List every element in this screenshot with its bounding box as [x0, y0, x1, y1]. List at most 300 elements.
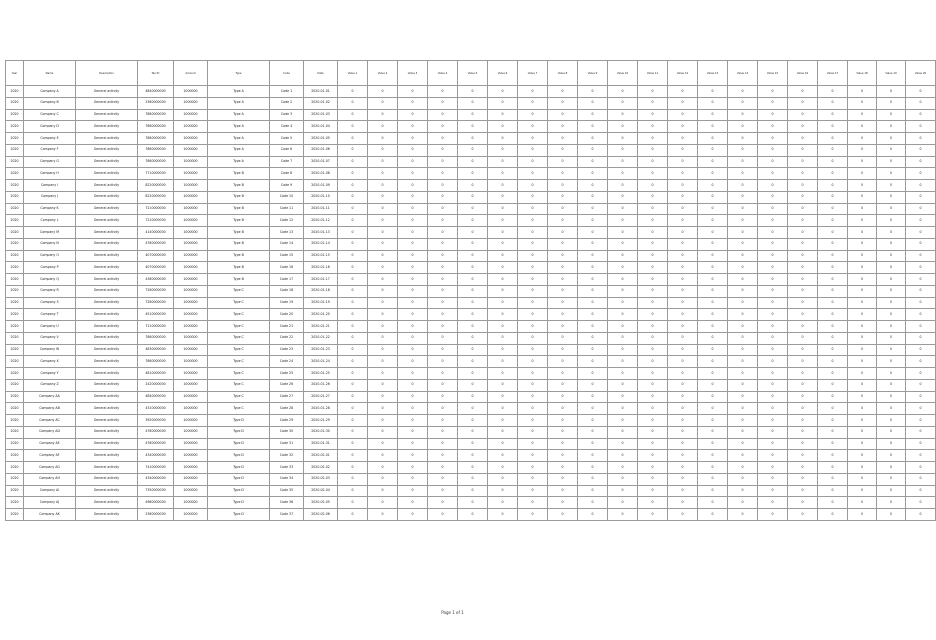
- table-cell: General activity: [76, 191, 138, 203]
- column-header: Tax ID: [138, 61, 174, 86]
- table-cell: 0: [518, 438, 548, 450]
- table-cell: 0: [698, 379, 728, 391]
- table-cell: 0: [668, 509, 698, 521]
- table-cell: 0: [488, 203, 518, 215]
- table-cell: 0: [458, 215, 488, 227]
- table-cell: 0: [638, 332, 668, 344]
- table-cell: Company AI: [24, 485, 76, 497]
- table-cell: 0: [668, 415, 698, 427]
- table-cell: 0: [788, 356, 818, 368]
- table-cell: 0: [578, 180, 608, 192]
- table-cell: 0: [398, 356, 428, 368]
- table-cell: 2020: [6, 450, 24, 462]
- table-cell: General activity: [76, 285, 138, 297]
- table-body: [6, 86, 936, 521]
- table-cell: 0: [698, 97, 728, 109]
- table-cell: Type D: [208, 462, 270, 474]
- table-cell: 0: [758, 344, 788, 356]
- table-cell: 0: [728, 356, 758, 368]
- table-cell: Code 28: [270, 403, 304, 415]
- table-cell: 0: [608, 133, 638, 145]
- table-cell: 0: [877, 344, 906, 356]
- table-cell: 0: [518, 356, 548, 368]
- table-cell: 0: [578, 450, 608, 462]
- table-cell: Company S: [24, 297, 76, 309]
- table-cell: 0: [877, 133, 906, 145]
- table-cell: 0: [728, 285, 758, 297]
- table-cell: 0: [608, 262, 638, 274]
- table-cell: 0: [398, 250, 428, 262]
- table-cell: 0: [548, 391, 578, 403]
- table-row: [6, 403, 936, 415]
- table-cell: 0: [728, 168, 758, 180]
- table-cell: 0: [698, 227, 728, 239]
- table-cell: 0: [758, 332, 788, 344]
- table-cell: General activity: [76, 86, 138, 98]
- table-cell: Type C: [208, 309, 270, 321]
- table-cell: 0: [638, 262, 668, 274]
- table-cell: 0: [906, 180, 936, 192]
- table-cell: 0: [848, 144, 877, 156]
- table-cell: 0: [368, 133, 398, 145]
- table-cell: 0: [338, 368, 368, 380]
- table-cell: 0: [906, 121, 936, 133]
- table-cell: 0: [818, 144, 848, 156]
- table-row: [6, 426, 936, 438]
- table-cell: 0: [518, 344, 548, 356]
- table-cell: 0: [848, 379, 877, 391]
- table-cell: 0: [698, 403, 728, 415]
- table-cell: 0: [518, 215, 548, 227]
- table-cell: 0: [668, 121, 698, 133]
- table-cell: 0: [338, 438, 368, 450]
- table-cell: 1000000: [174, 450, 208, 462]
- table-cell: 2020-01-24: [304, 356, 338, 368]
- table-cell: 0: [638, 438, 668, 450]
- table-cell: 0: [608, 180, 638, 192]
- table-cell: 0: [638, 168, 668, 180]
- table-cell: 0: [368, 379, 398, 391]
- table-cell: 0: [398, 180, 428, 192]
- table-cell: 0: [848, 215, 877, 227]
- table-row: [6, 191, 936, 203]
- table-cell: 1000000: [174, 309, 208, 321]
- table-cell: Company T: [24, 309, 76, 321]
- table-cell: 0: [368, 191, 398, 203]
- table-cell: 0: [458, 274, 488, 286]
- table-cell: 0: [518, 332, 548, 344]
- table-cell: Type B: [208, 168, 270, 180]
- table-cell: 0: [906, 297, 936, 309]
- table-cell: 0: [668, 450, 698, 462]
- table-cell: 0: [608, 203, 638, 215]
- table-cell: 4980000000: [138, 497, 174, 509]
- column-header: Value 14: [728, 61, 758, 86]
- table-cell: 0: [578, 285, 608, 297]
- table-cell: 0: [428, 332, 458, 344]
- table-cell: 0: [906, 497, 936, 509]
- table-cell: 0: [788, 309, 818, 321]
- table-cell: General activity: [76, 497, 138, 509]
- table-cell: General activity: [76, 368, 138, 380]
- table-cell: 0: [638, 297, 668, 309]
- table-cell: 0: [368, 180, 398, 192]
- table-cell: 0: [548, 297, 578, 309]
- table-cell: 0: [578, 462, 608, 474]
- table-cell: Type B: [208, 238, 270, 250]
- table-cell: 0: [877, 438, 906, 450]
- table-cell: 2020-01-19: [304, 297, 338, 309]
- table-cell: 4070000000: [138, 250, 174, 262]
- table-cell: Company AK: [24, 509, 76, 521]
- table-cell: 0: [668, 97, 698, 109]
- table-cell: 0: [518, 450, 548, 462]
- table-cell: 0: [877, 473, 906, 485]
- table-cell: 0: [548, 86, 578, 98]
- table-cell: 0: [368, 438, 398, 450]
- table-cell: 0: [488, 391, 518, 403]
- table-cell: 0: [458, 285, 488, 297]
- table-cell: 0: [518, 203, 548, 215]
- table-cell: 0: [458, 133, 488, 145]
- table-cell: 0: [638, 97, 668, 109]
- table-cell: Type C: [208, 356, 270, 368]
- table-cell: 0: [668, 250, 698, 262]
- table-cell: 0: [758, 121, 788, 133]
- table-cell: 0: [758, 403, 788, 415]
- table-cell: 0: [758, 144, 788, 156]
- table-row: [6, 332, 936, 344]
- table-cell: 0: [758, 485, 788, 497]
- table-cell: 0: [398, 379, 428, 391]
- table-cell: 0: [488, 274, 518, 286]
- table-cell: 0: [698, 356, 728, 368]
- table-row: [6, 368, 936, 380]
- table-cell: 0: [638, 227, 668, 239]
- table-cell: 0: [848, 285, 877, 297]
- table-cell: 0: [848, 109, 877, 121]
- table-cell: Company Q: [24, 274, 76, 286]
- table-cell: 2020: [6, 168, 24, 180]
- table-cell: 0: [548, 379, 578, 391]
- table-cell: 0: [338, 133, 368, 145]
- table-cell: 0: [548, 97, 578, 109]
- table-cell: 0: [398, 462, 428, 474]
- table-cell: 0: [518, 168, 548, 180]
- table-cell: Company AG: [24, 462, 76, 474]
- table-cell: 0: [906, 309, 936, 321]
- table-cell: 1000000: [174, 379, 208, 391]
- table-cell: 0: [608, 438, 638, 450]
- table-cell: 2020: [6, 86, 24, 98]
- table-cell: 2020-01-22: [304, 332, 338, 344]
- column-header: Value 18: [848, 61, 877, 86]
- table-cell: Type B: [208, 274, 270, 286]
- table-cell: 0: [398, 144, 428, 156]
- table-cell: General activity: [76, 321, 138, 333]
- table-cell: 0: [818, 121, 848, 133]
- table-cell: 0: [428, 426, 458, 438]
- table-cell: 0: [548, 144, 578, 156]
- table-cell: 0: [578, 368, 608, 380]
- table-cell: 0: [877, 227, 906, 239]
- table-cell: 0: [368, 215, 398, 227]
- table-cell: 0: [518, 262, 548, 274]
- table-cell: 7260000000: [138, 285, 174, 297]
- table-cell: 8220000000: [138, 180, 174, 192]
- table-cell: 7860000000: [138, 133, 174, 145]
- table-cell: 0: [578, 332, 608, 344]
- table-cell: 0: [368, 356, 398, 368]
- table-cell: 0: [848, 274, 877, 286]
- table-cell: 0: [338, 309, 368, 321]
- table-cell: 0: [548, 450, 578, 462]
- table-cell: 0: [398, 426, 428, 438]
- table-cell: Company AE: [24, 438, 76, 450]
- table-cell: 0: [788, 438, 818, 450]
- table-cell: Type C: [208, 368, 270, 380]
- table-cell: 0: [548, 356, 578, 368]
- table-cell: 2020-01-09: [304, 180, 338, 192]
- table-cell: 0: [368, 156, 398, 168]
- table-cell: 0: [818, 262, 848, 274]
- table-cell: 0: [668, 403, 698, 415]
- table-cell: 0: [668, 462, 698, 474]
- table-cell: Type D: [208, 426, 270, 438]
- table-cell: 0: [728, 97, 758, 109]
- table-cell: Type B: [208, 227, 270, 239]
- table-cell: 7210000000: [138, 215, 174, 227]
- table-cell: 0: [788, 297, 818, 309]
- table-cell: 0: [818, 438, 848, 450]
- table-cell: General activity: [76, 133, 138, 145]
- table-cell: 0: [758, 379, 788, 391]
- column-header: Value 13: [698, 61, 728, 86]
- table-cell: 1000000: [174, 191, 208, 203]
- table-cell: 0: [818, 274, 848, 286]
- table-cell: General activity: [76, 144, 138, 156]
- table-cell: 0: [458, 344, 488, 356]
- table-cell: 2420000000: [138, 379, 174, 391]
- table-cell: 2020: [6, 438, 24, 450]
- table-cell: 0: [368, 415, 398, 427]
- table-cell: 1000000: [174, 403, 208, 415]
- table-cell: 0: [818, 109, 848, 121]
- table-cell: 0: [578, 485, 608, 497]
- table-cell: 0: [818, 368, 848, 380]
- table-cell: 0: [548, 191, 578, 203]
- table-cell: Code 30: [270, 426, 304, 438]
- table-cell: 2020: [6, 415, 24, 427]
- table-cell: 0: [368, 450, 398, 462]
- table-cell: 2020-02-06: [304, 509, 338, 521]
- table-cell: Company F: [24, 144, 76, 156]
- table-cell: 0: [638, 321, 668, 333]
- table-cell: 0: [458, 227, 488, 239]
- table-cell: 0: [548, 462, 578, 474]
- table-cell: 0: [488, 133, 518, 145]
- column-header: Value 20: [906, 61, 936, 86]
- table-cell: 0: [698, 180, 728, 192]
- table-cell: 0: [818, 379, 848, 391]
- table-cell: 0: [877, 426, 906, 438]
- table-cell: Code 29: [270, 415, 304, 427]
- table-cell: 7110000000: [138, 321, 174, 333]
- table-cell: 0: [638, 485, 668, 497]
- table-cell: 0: [488, 497, 518, 509]
- table-cell: 2020-02-01: [304, 450, 338, 462]
- table-cell: 0: [906, 97, 936, 109]
- table-cell: 0: [848, 262, 877, 274]
- table-cell: 0: [608, 285, 638, 297]
- table-cell: 0: [906, 368, 936, 380]
- table-cell: 0: [788, 379, 818, 391]
- table-cell: 0: [428, 156, 458, 168]
- table-cell: 0: [818, 391, 848, 403]
- table-cell: 0: [728, 344, 758, 356]
- table-cell: 2020-01-14: [304, 238, 338, 250]
- table-cell: 0: [368, 121, 398, 133]
- table-cell: 0: [638, 344, 668, 356]
- table-row: [6, 309, 936, 321]
- table-cell: 0: [368, 473, 398, 485]
- table-cell: 0: [548, 473, 578, 485]
- table-cell: 0: [398, 203, 428, 215]
- table-cell: 0: [518, 156, 548, 168]
- table-cell: 0: [458, 250, 488, 262]
- table-cell: General activity: [76, 379, 138, 391]
- table-cell: 7260000000: [138, 297, 174, 309]
- table-cell: 0: [728, 133, 758, 145]
- table-cell: 4810000000: [138, 368, 174, 380]
- table-cell: 0: [488, 297, 518, 309]
- table-cell: 0: [428, 391, 458, 403]
- table-cell: 0: [906, 191, 936, 203]
- table-cell: General activity: [76, 426, 138, 438]
- table-cell: 4140000000: [138, 227, 174, 239]
- table-cell: Type D: [208, 438, 270, 450]
- table-cell: 0: [906, 379, 936, 391]
- table-cell: 2020: [6, 497, 24, 509]
- table-cell: 0: [578, 321, 608, 333]
- table-cell: 0: [548, 121, 578, 133]
- table-cell: 0: [728, 144, 758, 156]
- table-cell: 0: [788, 450, 818, 462]
- table-cell: 0: [338, 297, 368, 309]
- table-cell: Type D: [208, 497, 270, 509]
- table-cell: 0: [848, 250, 877, 262]
- table-cell: 0: [698, 215, 728, 227]
- table-cell: 0: [668, 262, 698, 274]
- table-cell: 0: [758, 391, 788, 403]
- table-cell: 0: [548, 403, 578, 415]
- table-cell: Company Z: [24, 379, 76, 391]
- column-header: Value 16: [788, 61, 818, 86]
- column-header: Value 11: [638, 61, 668, 86]
- table-cell: 0: [818, 344, 848, 356]
- table-cell: 0: [906, 109, 936, 121]
- table-cell: 0: [758, 97, 788, 109]
- table-cell: 0: [638, 133, 668, 145]
- table-cell: 1000000: [174, 415, 208, 427]
- table-cell: 0: [668, 144, 698, 156]
- table-cell: 0: [698, 321, 728, 333]
- table-cell: 0: [458, 191, 488, 203]
- table-cell: Code 8: [270, 168, 304, 180]
- table-cell: Type A: [208, 109, 270, 121]
- table-cell: 0: [608, 321, 638, 333]
- table-cell: 0: [488, 168, 518, 180]
- table-cell: 0: [398, 450, 428, 462]
- table-cell: 7710000000: [138, 168, 174, 180]
- table-cell: 4760000000: [138, 438, 174, 450]
- table-cell: 0: [518, 121, 548, 133]
- table-cell: 0: [698, 168, 728, 180]
- table-cell: 0: [608, 485, 638, 497]
- table-cell: 0: [488, 450, 518, 462]
- table-cell: 0: [728, 403, 758, 415]
- table-cell: 0: [758, 180, 788, 192]
- table-cell: 0: [788, 391, 818, 403]
- table-cell: 0: [428, 227, 458, 239]
- table-cell: General activity: [76, 227, 138, 239]
- table-cell: 0: [578, 144, 608, 156]
- table-cell: Code 20: [270, 309, 304, 321]
- table-cell: 0: [758, 250, 788, 262]
- table-cell: 0: [818, 426, 848, 438]
- table-cell: 0: [728, 438, 758, 450]
- table-cell: 0: [906, 168, 936, 180]
- table-cell: 0: [668, 227, 698, 239]
- table-cell: Company K: [24, 203, 76, 215]
- table-cell: 0: [428, 344, 458, 356]
- table-cell: 0: [338, 426, 368, 438]
- table-cell: 0: [518, 250, 548, 262]
- table-cell: 0: [608, 227, 638, 239]
- table-cell: 0: [788, 215, 818, 227]
- table-cell: 0: [728, 227, 758, 239]
- table-cell: 2020-01-30: [304, 426, 338, 438]
- table-cell: 0: [428, 297, 458, 309]
- table-cell: 0: [698, 462, 728, 474]
- table-cell: 0: [548, 485, 578, 497]
- table-cell: 0: [788, 321, 818, 333]
- table-row: [6, 227, 936, 239]
- table-cell: 0: [368, 285, 398, 297]
- table-cell: 0: [668, 156, 698, 168]
- table-cell: Company W: [24, 344, 76, 356]
- table-cell: 2020: [6, 238, 24, 250]
- table-cell: 0: [906, 238, 936, 250]
- table-cell: 0: [488, 438, 518, 450]
- table-cell: 0: [877, 509, 906, 521]
- table-cell: 0: [608, 462, 638, 474]
- table-cell: 4310000000: [138, 403, 174, 415]
- table-cell: 0: [488, 356, 518, 368]
- table-cell: 0: [458, 86, 488, 98]
- table-cell: General activity: [76, 391, 138, 403]
- table-cell: 0: [548, 250, 578, 262]
- table-cell: 0: [608, 379, 638, 391]
- table-cell: 0: [668, 344, 698, 356]
- table-cell: 0: [548, 133, 578, 145]
- table-cell: 2020-01-16: [304, 262, 338, 274]
- table-cell: 1000000: [174, 227, 208, 239]
- table-cell: 0: [338, 391, 368, 403]
- table-cell: 2020-01-12: [304, 215, 338, 227]
- table-row: [6, 344, 936, 356]
- column-header: Value 6: [488, 61, 518, 86]
